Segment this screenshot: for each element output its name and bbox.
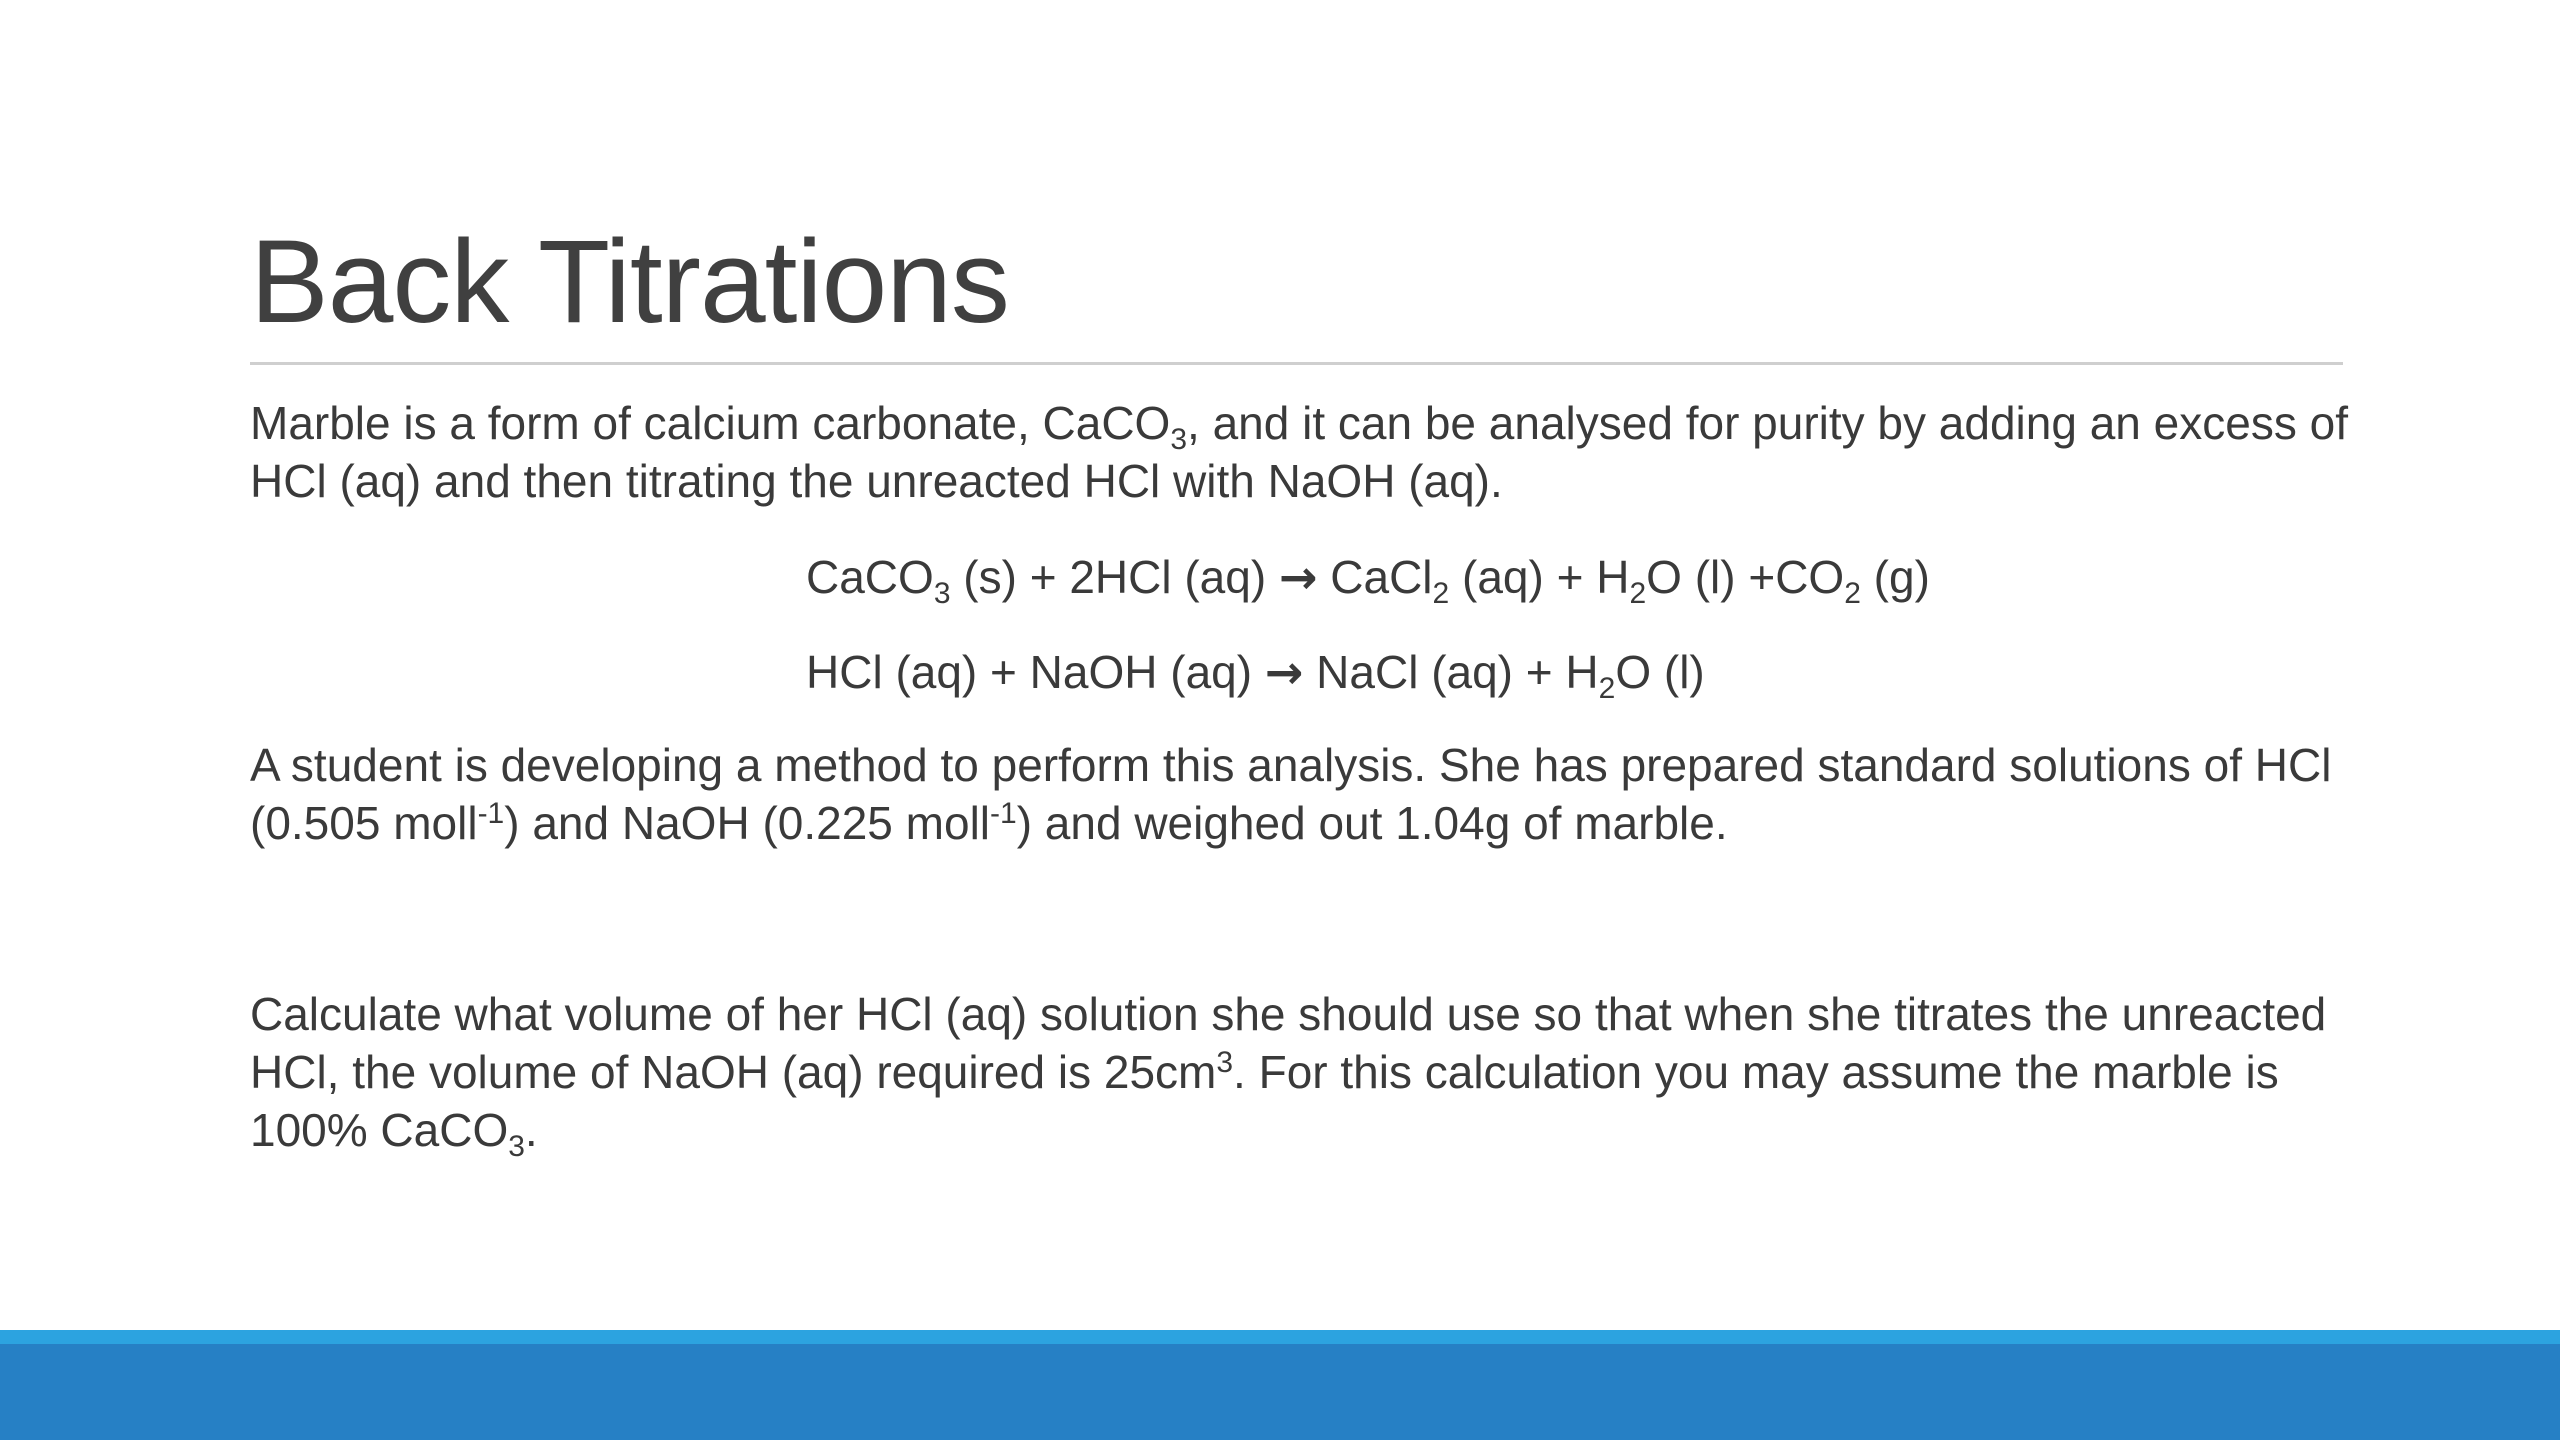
eq1-part-e: O (l) +CO [1646,551,1845,603]
method-text-2: ) and NaOH (0.225 moll [504,797,991,849]
method-text-1: A student is developing a method to perform this analysis. She has prepared standard solutions of HCl (0.505 moll [250,739,2332,849]
question-text-2: . For this calculation you may assume the marble is 100% CaCO [250,1046,2279,1156]
eq2-part-a: HCl (aq) + NaOH (aq) [806,646,1265,698]
eq1-sub-d: 2 [1629,577,1647,610]
reaction-arrow-icon: → [1278,550,1318,604]
method-sup-2: -1 [990,797,1017,830]
slide-title: Back Titrations [250,216,1009,348]
eq2-part-c: O (l) [1615,646,1705,698]
eq1-part-b: (s) + 2HCl (aq) [950,551,1279,603]
eq1-sub-e: 2 [1844,577,1861,610]
method-sup-1: -1 [477,797,505,830]
eq1-part-d: (aq) + H [1449,551,1630,603]
intro-paragraph [250,394,2350,510]
eq1-sub-a: 3 [933,577,951,610]
question-sub-1: 3 [508,1130,525,1163]
footer-bar [0,1344,2560,1440]
intro-text-1: Marble is a form of calcium carbonate, CaCO [250,397,1171,449]
question-text-3: . [524,1104,538,1156]
question-sup-1: 3 [1216,1046,1234,1079]
eq1-part-c: CaCl [1317,551,1433,603]
method-paragraph [250,736,2350,852]
eq2-part-b: NaCl (aq) + H [1303,646,1599,698]
method-text-3: ) and weighed out 1.04g of marble. [1016,797,1728,849]
reaction-arrow-icon: → [1264,645,1304,699]
equation-marble-hcl [806,548,1930,610]
eq2-sub-b: 2 [1598,672,1616,705]
eq1-part-f: (g) [1860,551,1930,603]
intro-subscript: 3 [1170,423,1188,456]
footer-accent-bar [0,1330,2560,1344]
equation-hcl-naoh [806,643,1705,705]
title-divider [250,362,2343,365]
eq1-sub-c: 2 [1432,577,1450,610]
question-paragraph [250,985,2350,1163]
intro-text-2: , and it can be analysed for purity by adding an excess of HCl (aq) and then titrating the unreacted HCl with NaOH (aq). [250,397,2348,507]
question-text-1: Calculate what volume of her HCl (aq) solution she should use so that when she titrates the unreacted HCl, the volume of NaOH (aq) required is 25cm [250,988,2327,1098]
eq1-part-a: CaCO [806,551,934,603]
